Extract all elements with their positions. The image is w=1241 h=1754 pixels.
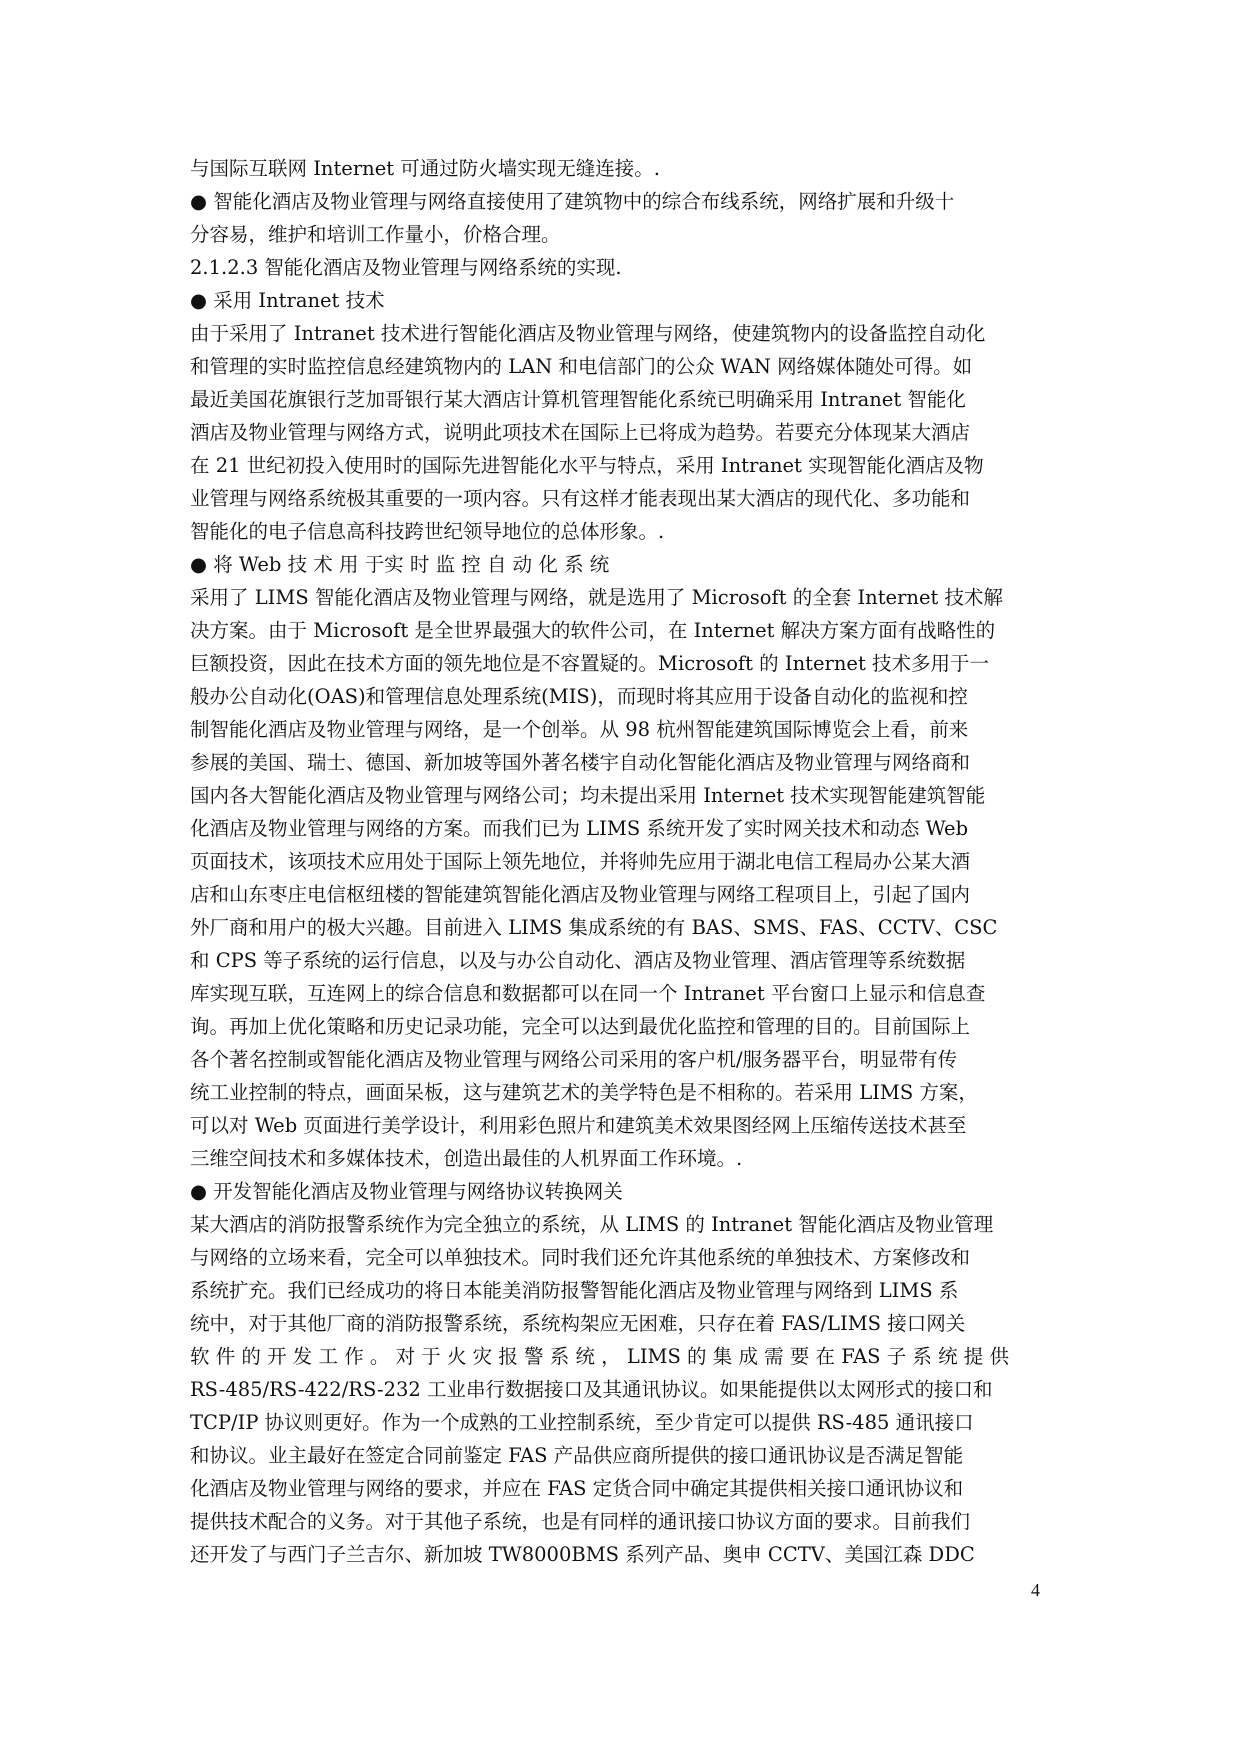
text-line: 智能化的电子信息高科技跨世纪领导地位的总体形象。.: [190, 520, 665, 543]
text-line: 2.1.2.3 智能化酒店及物业管理与网络系统的实现.: [190, 256, 622, 279]
text-line: 由于采用了 Intranet 技术进行智能化酒店及物业管理与网络，使建筑物内的设备监控自动化: [190, 322, 986, 345]
text-line: 酒店及物业管理与网络方式，说明此项技术在国际上已将成为趋势。若要充分体现某大酒店: [190, 421, 971, 444]
text-line: 化酒店及物业管理与网络的方案。而我们已为 LIMS 系统开发了实时网关技术和动态 Web: [190, 817, 969, 840]
text-line: 业管理与网络系统极其重要的一项内容。只有这样才能表现出某大酒店的现代化、多功能和: [190, 487, 971, 510]
text-line: 库实现互联，互连网上的综合信息和数据都可以在同一个 Intranet 平台窗口上显示和信息查: [190, 982, 986, 1005]
text-line: 统工业控制的特点，画面呆板，这与建筑艺术的美学特色是不相称的。若采用 LIMS 方案，: [190, 1081, 978, 1104]
text-line: 外厂商和用户的极大兴趣。目前进入 LIMS 集成系统的有 BAS、SMS、FAS、CCTV、CSC: [190, 916, 998, 939]
text-line: 巨额投资，因此在技术方面的领先地位是不容置疑的。Microsoft 的 Internet 技术多用于一: [190, 652, 989, 675]
text-line: 化酒店及物业管理与网络的要求，并应在 FAS 定货合同中确定其提供相关接口通讯协议和: [190, 1477, 964, 1500]
text-line: 制智能化酒店及物业管理与网络，是一个创举。从 98 杭州智能建筑国际博览会上看，前来: [190, 718, 969, 741]
text-line: 决方案。由于 Microsoft 是全世界最强大的软件公司，在 Internet 解决方案方面有战略性的: [190, 619, 996, 642]
text-line: 统中，对于其他厂商的消防报警系统，系统构架应无困难，只存在着 FAS/LIMS 接口网关: [190, 1312, 966, 1335]
text-line: 提供技术配合的义务。对于其他子系统，也是有同样的通讯接口协议方面的要求。目前我们: [190, 1510, 971, 1533]
text-line: 各个著名控制或智能化酒店及物业管理与网络公司采用的客户机/服务器平台，明显带有传: [190, 1048, 958, 1071]
text-line: 国内各大智能化酒店及物业管理与网络公司；均未提出采用 Internet 技术实现智能建筑智能: [190, 784, 986, 807]
text-line: 和协议。业主最好在签定合同前鉴定 FAS 产品供应商所提供的接口通讯协议是否满足智能: [190, 1444, 964, 1467]
text-line: 分容易，维护和培训工作量小，价格合理。: [190, 223, 561, 246]
text-line: 页面技术，该项技术应用处于国际上领先地位，并将帅先应用于湖北电信工程局办公某大酒: [190, 850, 971, 873]
text-line: 某大酒店的消防报警系统作为完全独立的系统，从 LIMS 的 Intranet 智能化酒店及物业管理: [190, 1213, 994, 1236]
text-line: 店和山东枣庄电信枢纽楼的智能建筑智能化酒店及物业管理与网络工程项目上，引起了国内: [190, 883, 971, 906]
text-line: ● 采用 Intranet 技术: [190, 289, 385, 312]
text-line: ● 将 Web 技 术 用 于实 时 监 控 自 动 化 系 统: [190, 553, 610, 576]
text-line: 询。再加上优化策略和历史记录功能，完全可以达到最优化监控和管理的目的。目前国际上: [190, 1015, 971, 1038]
text-line: 在 21 世纪初投入使用时的国际先进智能化水平与特点，采用 Intranet 实现智能化酒店及物: [190, 454, 984, 477]
text-line: 和 CPS 等子系统的运行信息，以及与办公自动化、酒店及物业管理、酒店管理等系统数据: [190, 949, 966, 972]
text-line: TCP/IP 协议则更好。作为一个成熟的工业控制系统，至少肯定可以提供 RS-485 通讯接口: [190, 1411, 974, 1434]
text-line: 采用了 LIMS 智能化酒店及物业管理与网络，就是选用了 Microsoft 的全套 Internet 技术解: [190, 586, 1004, 609]
text-line: ● 开发智能化酒店及物业管理与网络协议转换网关: [190, 1180, 623, 1203]
text-line: 可以对 Web 页面进行美学设计，利用彩色照片和建筑美术效果图经网上压缩传送技术甚至: [190, 1114, 967, 1137]
text-line: RS-485/RS-422/RS-232 工业串行数据接口及其通讯协议。如果能提供以太网形式的接口和: [190, 1378, 993, 1401]
text-line: 软 件 的 开 发 工 作 。 对 于 火 灾 报 警 系 统 ， LIMS 的 集 成 需 要 在 FAS 子 系 统 提 供: [190, 1345, 1010, 1368]
text-line: 还开发了与西门子兰吉尔、新加坡 TW8000BMS 系列产品、奥申 CCTV、美国江森 DDC: [190, 1543, 975, 1566]
text-line: 与国际互联网 Internet 可通过防火墙实现无缝连接。.: [190, 157, 660, 180]
text-line: 最近美国花旗银行芝加哥银行某大酒店计算机管理智能化系统已明确采用 Intranet 智能化: [190, 388, 966, 411]
text-line: 般办公自动化(OAS)和管理信息处理系统(MIS)，而现时将其应用于设备自动化的监视和控: [190, 685, 968, 708]
text-line: 和管理的实时监控信息经建筑物内的 LAN 和电信部门的公众 WAN 网络媒体随处可得。如: [190, 355, 973, 378]
text-line: ● 智能化酒店及物业管理与网络直接使用了建筑物中的综合布线系统，网络扩展和升级十: [190, 190, 955, 213]
text-line: 三维空间技术和多媒体技术，创造出最佳的人机界面工作环境。.: [190, 1147, 743, 1170]
text-line: 系统扩充。我们已经成功的将日本能美消防报警智能化酒店及物业管理与网络到 LIMS 系: [190, 1279, 959, 1302]
text-line: 与网络的立场来看，完全可以单独技术。同时我们还允许其他系统的单独技术、方案修改和: [190, 1246, 971, 1269]
page-number: 4: [1031, 1580, 1040, 1600]
text-line: 参展的美国、瑞士、德国、新加坡等国外著名楼宇自动化智能化酒店及物业管理与网络商和: [190, 751, 971, 774]
body-text: [190, 152, 1060, 1571]
